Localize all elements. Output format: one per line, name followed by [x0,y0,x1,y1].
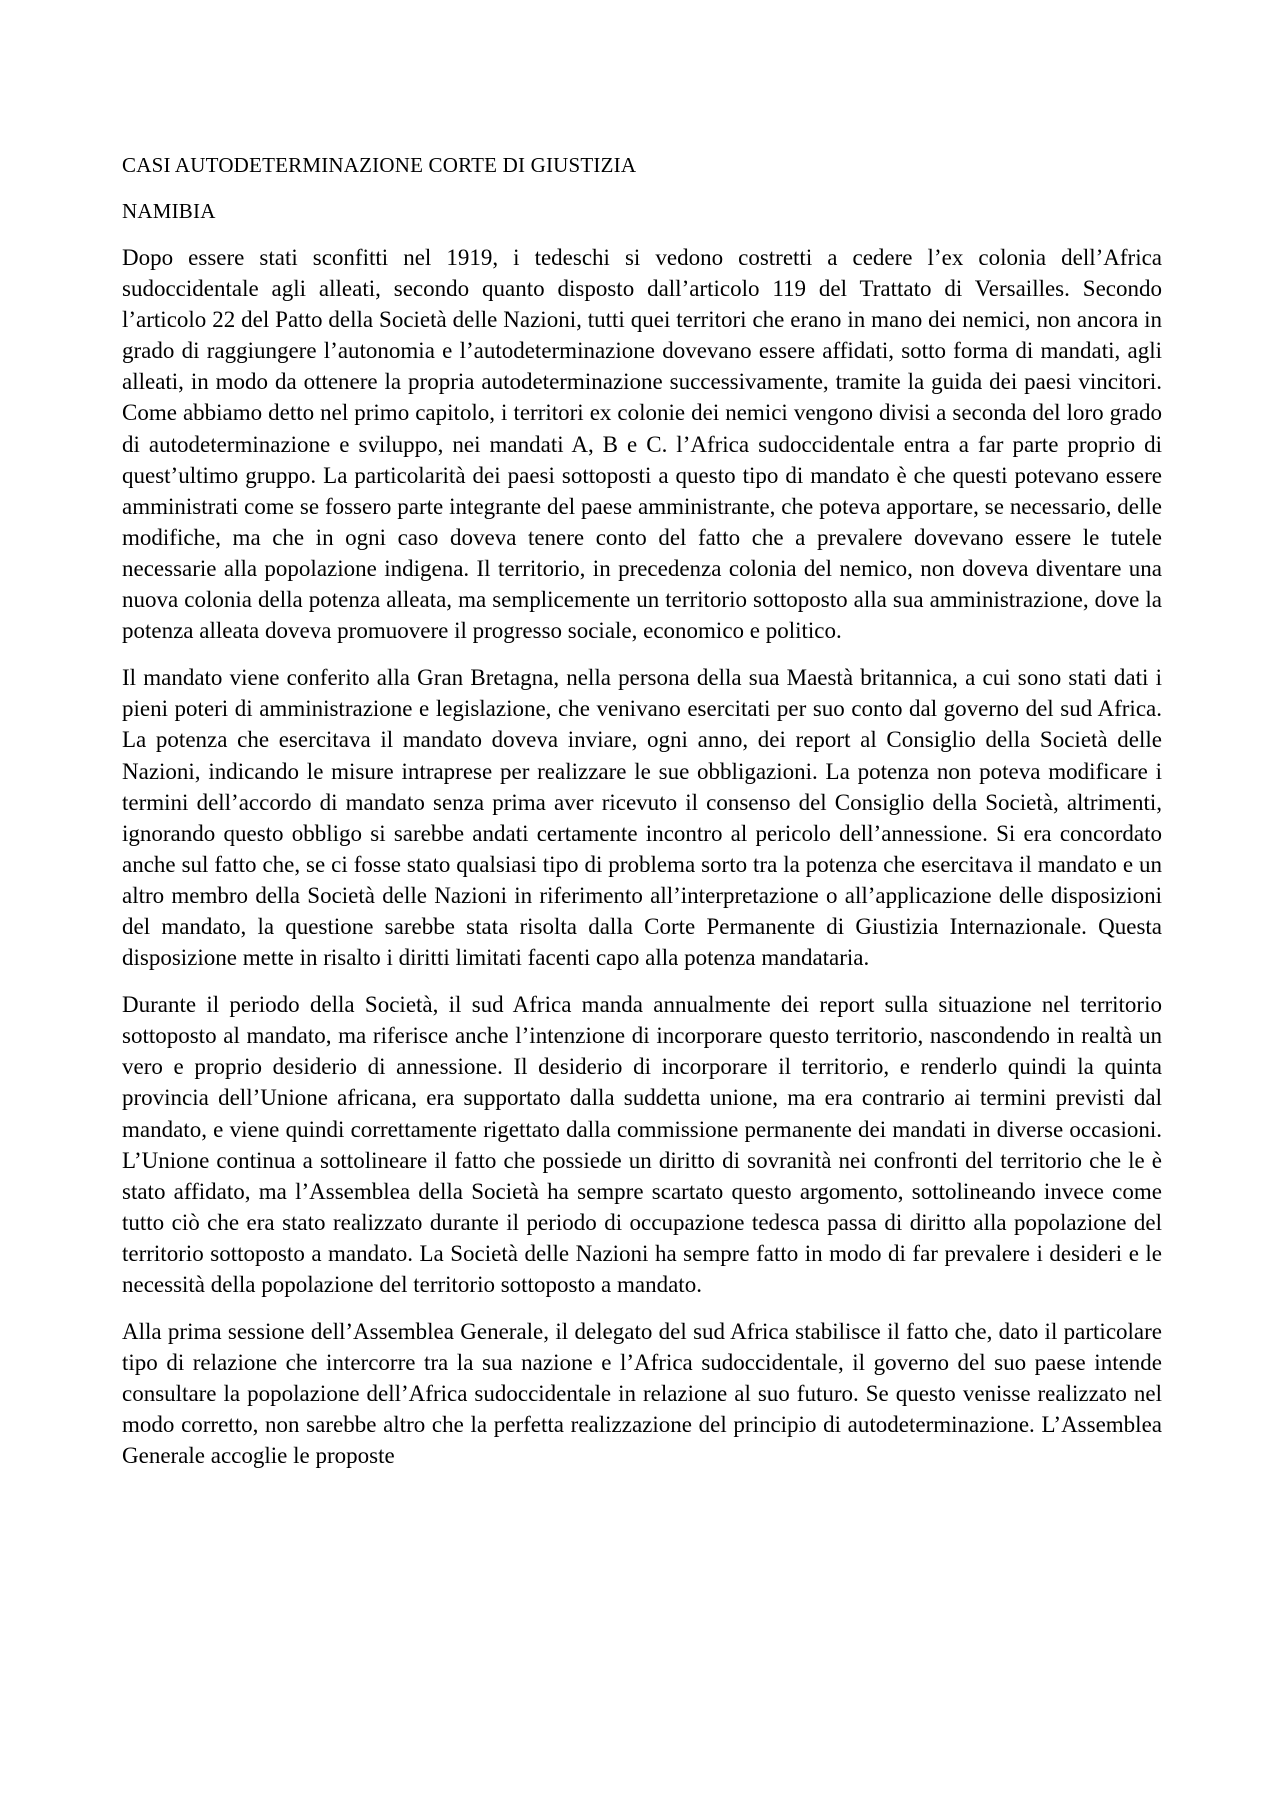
paragraph-3: Durante il periodo della Società, il sud Africa manda annualmente dei report sulla situazione nel territorio sottoposto al mandato, ma riferisce anche l’intenzione di incorporare questo territorio, nascondendo in realtà un vero e proprio desiderio di annessione. Il desiderio di incorporare il territorio, e renderlo quindi la quinta provincia dell’Unione africana, era supportato dalla suddetta unione, ma era contrario ai termini previsti dal mandato, e viene quindi correttamente rigettato dalla commissione permanente dei mandati in diverse occasioni. L’Unione continua a sottolineare il fatto che possiede un diritto di sovranità nei confronti del territorio che le è stato affidato, ma l’Assemblea della Società ha sempre scartato questo argomento, sottolineando invece come tutto ciò che era stato realizzato durante il periodo di occupazione tedesca passa di diritto alla popolazione del territorio sottoposto a mandato. La Società delle Nazioni ha sempre fatto in modo di far prevalere i desideri e le necessità della popolazione del territorio sottoposto a mandato. [122,992,1162,1297]
paragraph-4: Alla prima sessione dell’Assemblea Generale, il delegato del sud Africa stabilisce il fatto che, dato il particolare tipo di relazione che intercorre tra la sua nazione e l’Africa sudoccidentale, il governo del suo paese intende consultare la popolazione dell’Africa sudoccidentale in relazione al suo futuro. Se questo venisse realizzato nel modo corretto, non sarebbe altro che la perfetta realizzazione del principio di autodeterminazione. L’Assemblea Generale accoglie le proposte [122,1319,1162,1469]
document-page [122,150,1162,1488]
document-title: CASI AUTODETERMINAZIONE CORTE DI GIUSTIZIA [122,153,637,177]
section-heading: NAMIBIA [122,199,216,223]
paragraph-1: Dopo essere stati sconfitti nel 1919, i tedeschi si vedono costretti a cedere l’ex colonia dell’Africa sudoccidentale agli alleati, secondo quanto disposto dall’articolo 119 del Trattato di Versailles. Secondo l’articolo 22 del Patto della Società delle Nazioni, tutti quei territori che erano in mano dei nemici, non ancora in grado di raggiungere l’autonomia e l’autodeterminazione dovevano essere affidati, sotto forma di mandati, agli alleati, in modo da ottenere la propria autodeterminazione successivamente, tramite la guida dei paesi vincitori. Come abbiamo detto nel primo capitolo, i territori ex colonie dei nemici vengono divisi a seconda del loro grado di autodeterminazione e sviluppo, nei mandati A, B e C. l’Africa sudoccidentale entra a far parte proprio di quest’ultimo gruppo. La particolarità dei paesi sottoposti a questo tipo di mandato è che questi potevano essere amministrati come se fossero parte integrante del paese amministrante, che poteva apportare, se necessario, delle modifiche, ma che in ogni caso doveva tenere conto del fatto che a prevalere dovevano essere le tutele necessarie alla popolazione indigena. Il territorio, in precedenza colonia del nemico, non doveva diventare una nuova colonia della potenza alleata, ma semplicemente un territorio sottoposto alla sua amministrazione, dove la potenza alleata doveva promuovere il progresso sociale, economico e politico. [122,245,1162,644]
paragraph-2: Il mandato viene conferito alla Gran Bretagna, nella persona della sua Maestà britannica, a cui sono stati dati i pieni poteri di amministrazione e legislazione, che venivano esercitati per suo conto dal governo del sud Africa. La potenza che esercitava il mandato doveva inviare, ogni anno, dei report al Consiglio della Società delle Nazioni, indicando le misure intraprese per realizzare le sue obbligazioni. La potenza non poteva modificare i termini dell’accordo di mandato senza prima aver ricevuto il consenso del Consiglio della Società, altrimenti, ignorando questo obbligo si sarebbe andati certamente incontro al pericolo dell’annessione. Si era concordato anche sul fatto che, se ci fosse stato qualsiasi tipo di problema sorto tra la potenza che esercitava il mandato e un altro membro della Società delle Nazioni in riferimento all’interpretazione o all’applicazione delle disposizioni del mandato, la questione sarebbe stata risolta dalla Corte Permanente di Giustizia Internazionale. Questa disposizione mette in risalto i diritti limitati facenti capo alla potenza mandataria. [122,665,1162,971]
